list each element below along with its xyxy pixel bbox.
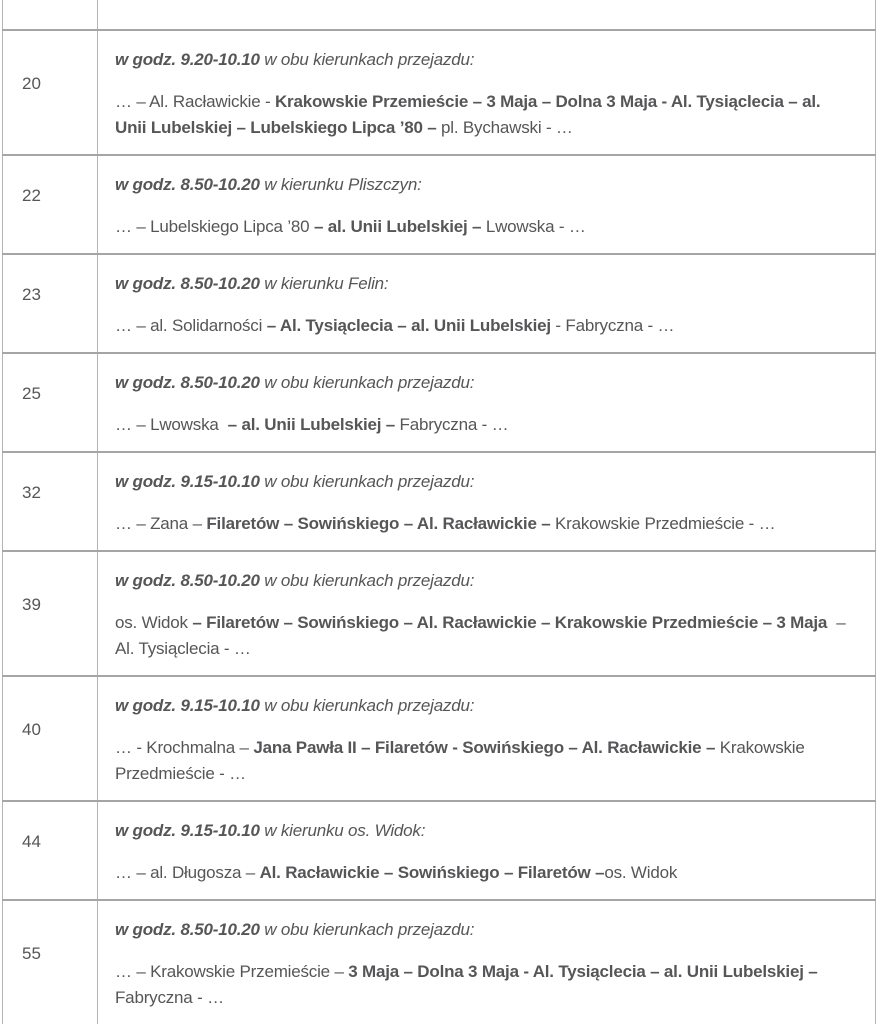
route-segment: - Fabryczna - … — [550, 316, 675, 335]
hours-line — [115, 370, 855, 396]
line-number: 23 — [22, 284, 41, 304]
route-line — [115, 610, 855, 662]
hours-time: w godz. 8.50-10.20 — [115, 571, 260, 590]
direction-text: w kierunku Pliszczyn: — [259, 175, 422, 194]
route-segment: … – al. Długosza – — [115, 863, 260, 882]
route-description-cell — [98, 30, 876, 155]
routes-table-body — [3, 0, 876, 1024]
route-description-cell — [98, 452, 876, 551]
route-description-cell — [98, 900, 876, 1024]
line-number-cell — [3, 452, 98, 551]
route-description-cell — [98, 353, 876, 452]
direction-text: w obu kierunkach przejazdu: — [259, 50, 475, 69]
hours-time: w godz. 8.50-10.20 — [115, 175, 260, 194]
line-number: 20 — [22, 73, 41, 93]
route-segment: – Al. Tysiąclecia - … — [115, 613, 846, 658]
table-row — [3, 353, 876, 452]
route-line — [115, 735, 855, 787]
partial-row-top — [3, 0, 876, 30]
table-row — [3, 452, 876, 551]
route-segment: … – Lubelskiego Lipca ’80 — [115, 217, 314, 236]
line-number: 55 — [22, 943, 41, 963]
route-street-bold: – al. Unii Lubelskiej – — [227, 415, 396, 434]
route-segment: Krakowskie Przedmieście - … — [550, 514, 776, 533]
route-street-bold: Krakowskie Przemieście – 3 Maja – Dolna 3 Maja - Al. Tysiąclecia – al. Unii Lubelskiej – Lubelskiego Lipca ’80 – — [115, 92, 821, 137]
table-row — [3, 30, 876, 155]
route-segment: os. Widok — [604, 863, 678, 882]
hours-time: w godz. 9.15-10.10 — [115, 821, 260, 840]
route-street-bold: – Filaretów – Sowińskiego – Al. Racławickie – Krakowskie Przedmieście – 3 Maja — [192, 613, 828, 632]
route-segment: Krakowskie Przedmieście - … — [115, 738, 805, 783]
line-number: 25 — [22, 383, 41, 403]
route-segment: Lwowska - … — [481, 217, 586, 236]
line-number-cell — [3, 0, 98, 30]
route-line — [115, 214, 855, 240]
route-street-bold: Jana Pawła II – Filaretów - Sowińskiego – Al. Racławickie – — [253, 738, 716, 757]
route-street-bold: Al. Racławickie – Sowińskiego – Filaretów – — [259, 863, 605, 882]
route-description-cell — [98, 0, 876, 30]
line-number-cell — [3, 676, 98, 801]
route-description-cell — [98, 676, 876, 801]
hours-time: w godz. 8.50-10.20 — [115, 920, 260, 939]
route-segment: … – al. Solidarności — [115, 316, 267, 335]
hours-line — [115, 172, 855, 198]
line-number-cell — [3, 30, 98, 155]
line-number-cell — [3, 551, 98, 676]
line-number: 40 — [22, 719, 41, 739]
routes-table — [2, 0, 876, 1024]
table-row — [3, 155, 876, 254]
direction-text: w obu kierunkach przejazdu: — [259, 571, 475, 590]
line-number: 44 — [22, 831, 41, 851]
line-number-cell — [3, 900, 98, 1024]
route-line — [115, 412, 855, 438]
line-number-cell — [3, 353, 98, 452]
hours-line — [115, 568, 855, 594]
route-description-cell — [98, 801, 876, 900]
route-line — [115, 89, 855, 141]
route-segment: Fabryczna - … — [115, 988, 224, 1007]
hours-line — [115, 47, 855, 73]
line-number-cell — [3, 254, 98, 353]
direction-text: w obu kierunkach przejazdu: — [259, 696, 475, 715]
hours-time: w godz. 8.50-10.20 — [115, 373, 260, 392]
table-row — [3, 254, 876, 353]
direction-text: w kierunku os. Widok: — [259, 821, 426, 840]
route-street-bold: – al. Unii Lubelskiej – — [313, 217, 482, 236]
hours-line — [115, 917, 855, 943]
table-row — [3, 801, 876, 900]
hours-time: w godz. 9.20-10.10 — [115, 50, 260, 69]
line-number-cell — [3, 155, 98, 254]
direction-text: w obu kierunkach przejazdu: — [259, 373, 475, 392]
line-number-cell — [3, 801, 98, 900]
hours-line — [115, 469, 855, 495]
route-street-bold: – Al. Tysiąclecia – al. Unii Lubelskiej — [266, 316, 551, 335]
route-description-cell — [98, 551, 876, 676]
route-line — [115, 511, 855, 537]
table-row — [3, 900, 876, 1024]
direction-text: w obu kierunkach przejazdu: — [259, 472, 475, 491]
hours-time: w godz. 8.50-10.20 — [115, 274, 260, 293]
hours-line — [115, 693, 855, 719]
route-segment: … - Krochmalna – — [115, 738, 254, 757]
table-row — [3, 551, 876, 676]
route-segment: … – Krakowskie Przemieście – — [115, 962, 349, 981]
hours-time: w godz. 9.15-10.10 — [115, 696, 260, 715]
route-line — [115, 860, 855, 886]
route-segment: os. Widok — [115, 613, 193, 632]
route-line — [115, 959, 855, 1011]
hours-line — [115, 271, 855, 297]
line-number: 39 — [22, 594, 41, 614]
table-row — [3, 676, 876, 801]
line-number: 32 — [22, 482, 41, 502]
hours-line — [115, 818, 855, 844]
route-segment: … – Zana – — [115, 514, 207, 533]
direction-text: w obu kierunkach przejazdu: — [259, 920, 475, 939]
route-description-cell — [98, 155, 876, 254]
route-description-cell — [98, 254, 876, 353]
route-street-bold: 3 Maja – Dolna 3 Maja - Al. Tysiąclecia – al. Unii Lubelskiej – — [348, 962, 818, 981]
route-segment: … – Al. Racławickie - — [115, 92, 275, 111]
route-street-bold: Filaretów – Sowińskiego – Al. Racławickie – — [206, 514, 551, 533]
direction-text: w kierunku Felin: — [259, 274, 389, 293]
hours-time: w godz. 9.15-10.10 — [115, 472, 260, 491]
route-segment: … – Lwowska — [115, 415, 228, 434]
route-line — [115, 313, 855, 339]
route-segment: Fabryczna - … — [395, 415, 509, 434]
line-number: 22 — [22, 185, 41, 205]
route-segment: pl. Bychawski - … — [436, 118, 573, 137]
